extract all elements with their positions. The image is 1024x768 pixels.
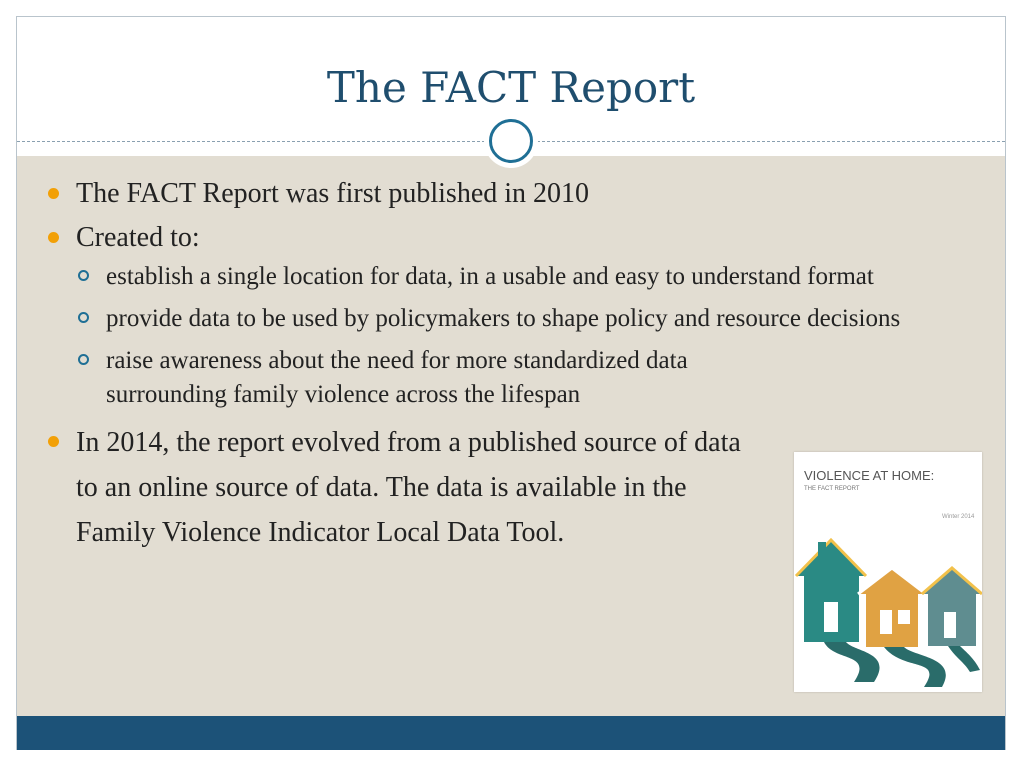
bullet-dot-icon [48,188,59,199]
bullet-item [44,420,766,555]
bullet-dot-icon [48,232,59,243]
bullet-item [44,216,944,260]
sub-bullet-circle-icon [78,312,89,323]
bullet-text: The FACT Report was first published in 2010 [76,178,590,209]
sub-bullet-text: establish a single location for data, in a usable and easy to understand format [106,263,874,290]
bullet-dot-icon [48,436,59,447]
circle-ornament-inner [489,119,533,163]
sub-bullet-text: provide data to be used by policymakers to shape policy and resource decisions [106,305,901,332]
cover-title: VIOLENCE AT HOME: [804,468,935,483]
report-cover-image [794,452,982,692]
bullet-item [44,172,944,216]
cover-date: Winter 2014 [942,514,975,520]
sub-bullet-text: raise awareness about the need for more standardized data surrounding family violence across the lifespan [106,347,688,408]
sub-bullet-circle-icon [78,270,89,281]
houses-illustration-icon [794,532,982,692]
circle-ornament-icon [484,114,538,168]
bullet-text: In 2014, the report evolved from a published source of data to an online source of data. The data is available in the Family Violence Indicator Local Data Tool. [76,427,741,548]
bullet-text: Created to: [76,222,200,253]
sub-bullet-item [44,344,806,412]
sub-bullet-item [44,260,944,294]
slide-title: The FACT Report [326,63,696,112]
cover-subtitle: THE FACT REPORT [804,486,860,492]
sub-bullet-item [44,302,944,336]
sub-bullet-circle-icon [78,354,89,365]
footer-bar [17,716,1005,750]
